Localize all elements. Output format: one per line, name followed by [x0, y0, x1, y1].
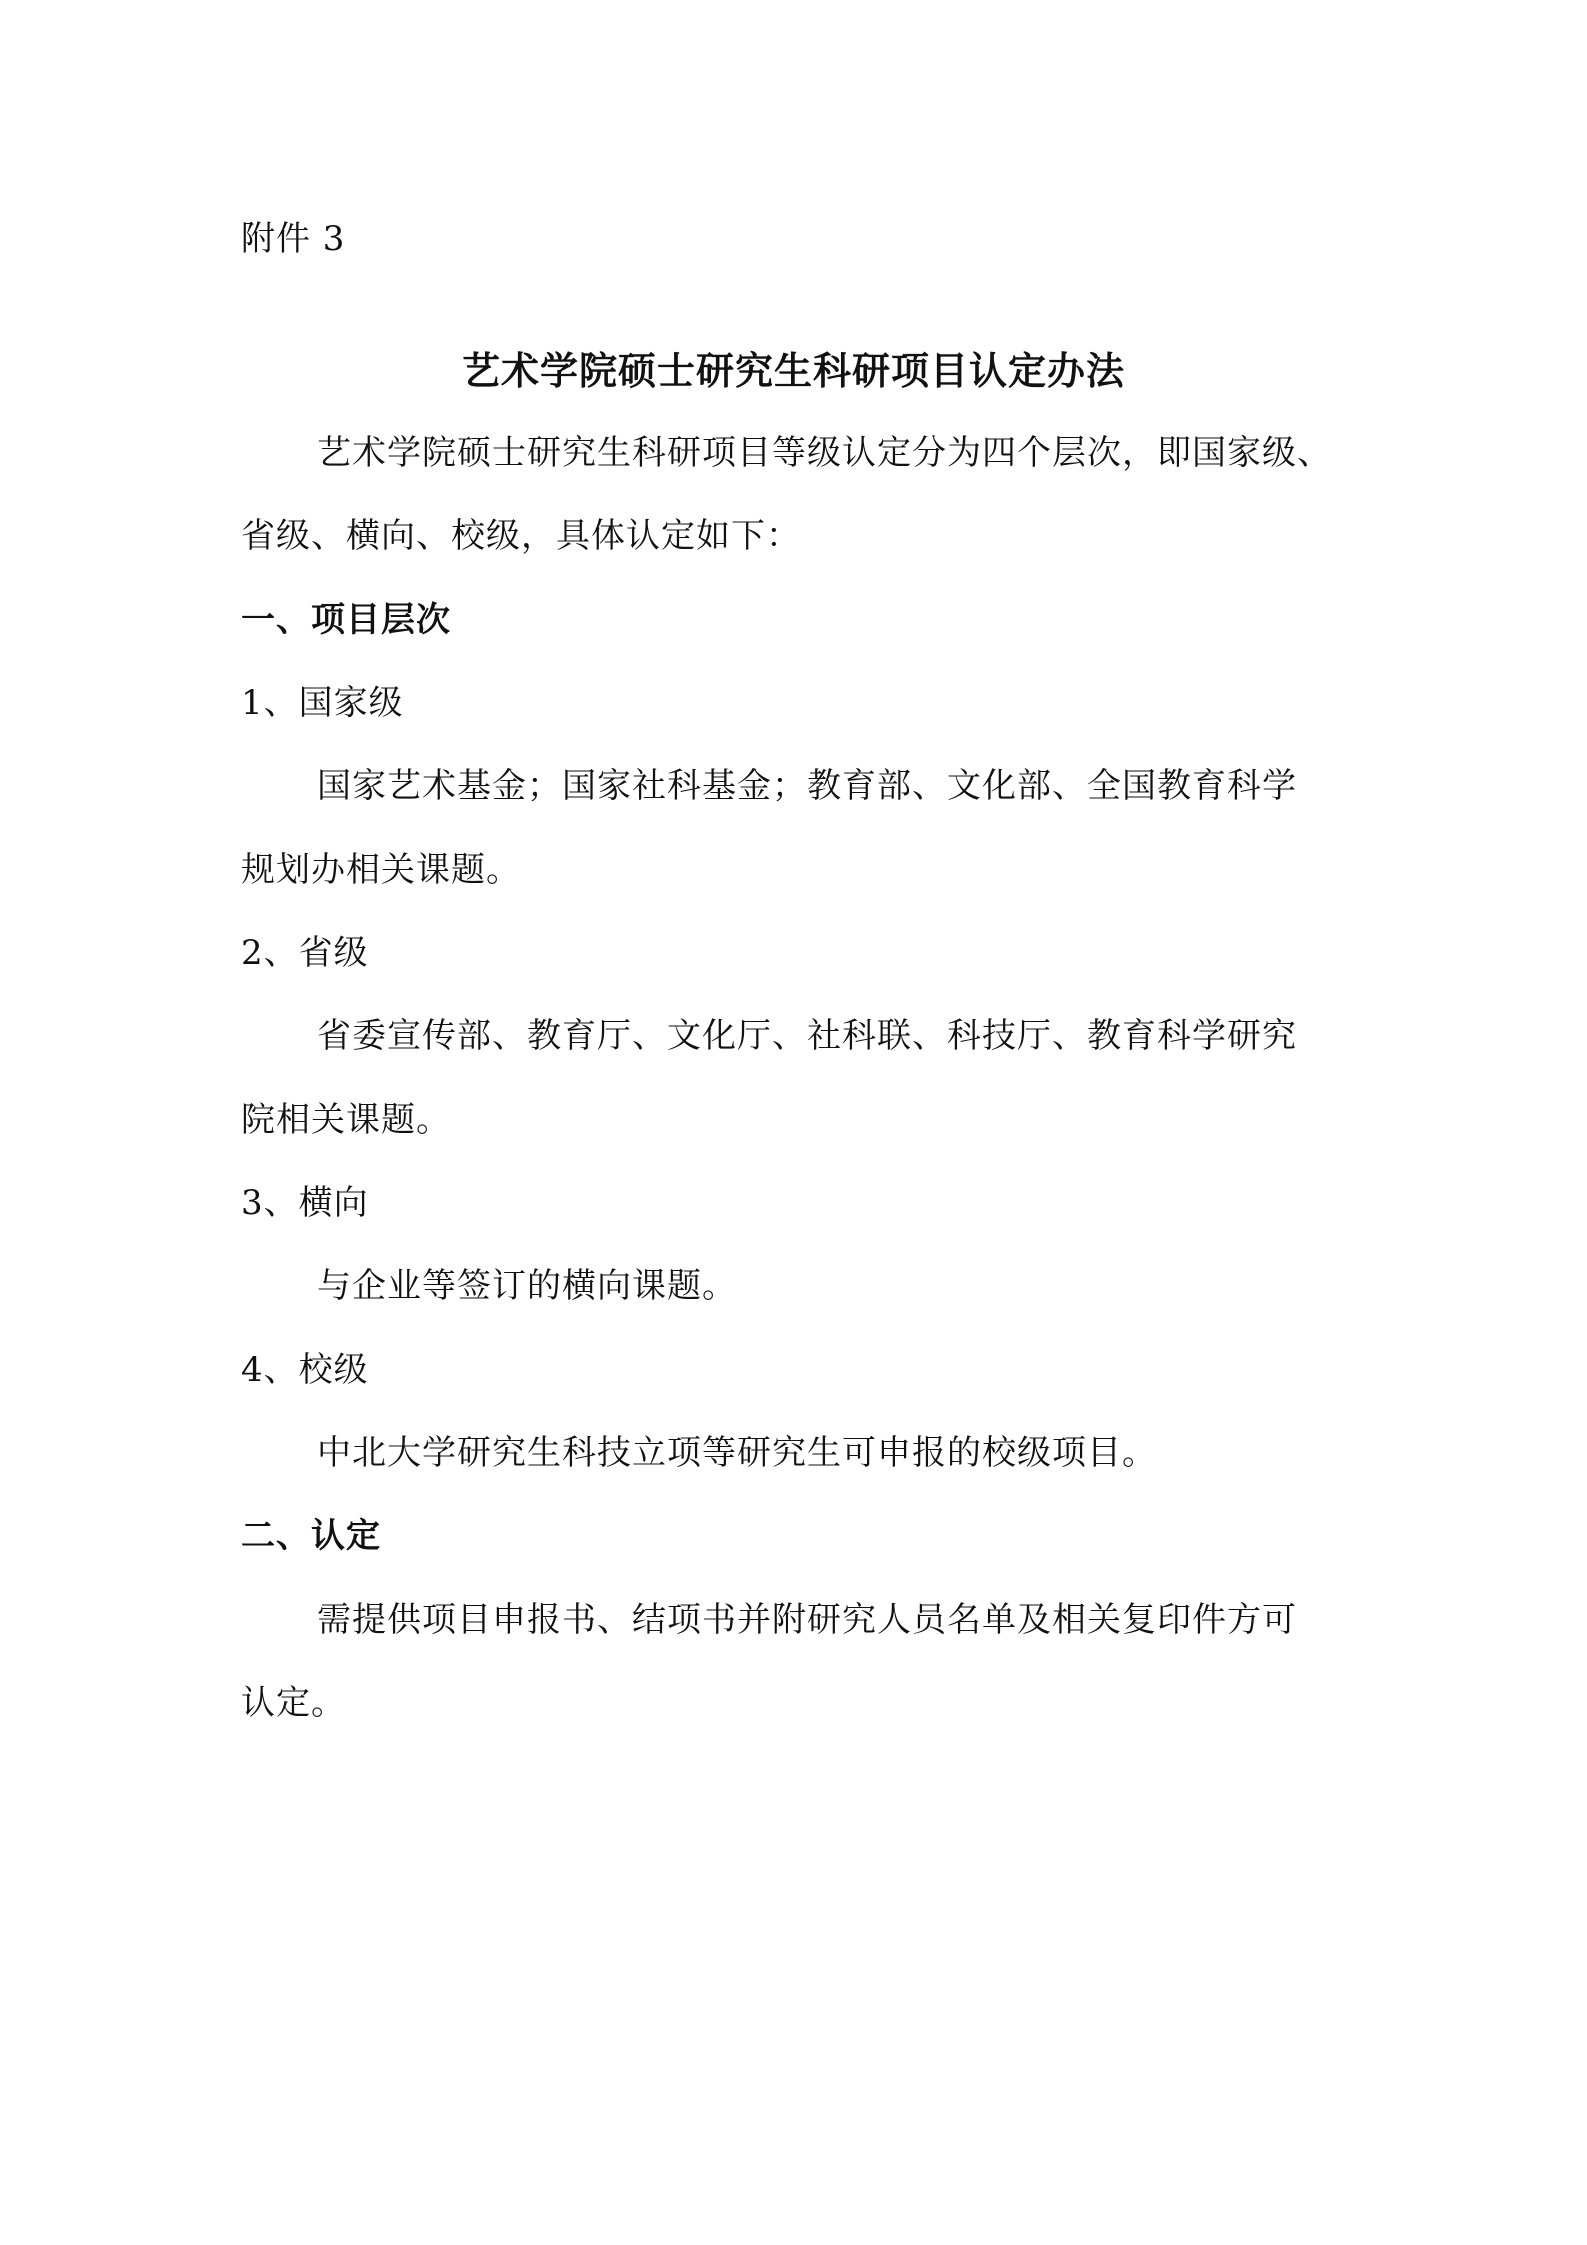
item-provincial-text-1: 省委宣传部、教育厅、文化厅、社科联、科技厅、教育科学研究 — [317, 1016, 1297, 1056]
document-title: 艺术学院硕士研究生科研项目认定办法 — [461, 348, 1125, 393]
section2-text-2: 认定。 — [241, 1683, 346, 1723]
attachment-label: 附件 3 — [241, 219, 346, 259]
item-school-label: 4、校级 — [241, 1350, 369, 1390]
item-horizontal-label: 3、横向 — [241, 1183, 369, 1223]
intro-line-2: 省级、横向、校级，具体认定如下： — [241, 516, 801, 556]
item-national-text-1: 国家艺术基金；国家社科基金；教育部、文化部、全国教育科学 — [317, 766, 1297, 806]
item-national-label: 1、国家级 — [241, 683, 404, 723]
item-provincial-label: 2、省级 — [241, 933, 369, 973]
item-national-text-2: 规划办相关课题。 — [241, 850, 521, 890]
item-school-text-1: 中北大学研究生科技立项等研究生可申报的校级项目。 — [317, 1433, 1157, 1473]
section2-text-1: 需提供项目申报书、结项书并附研究人员名单及相关复印件方可 — [317, 1600, 1297, 1640]
section1-heading: 一、项目层次 — [241, 600, 451, 640]
item-provincial-text-2: 院相关课题。 — [241, 1100, 451, 1140]
intro-line-1: 艺术学院硕士研究生科研项目等级认定分为四个层次，即国家级、 — [317, 433, 1332, 473]
section2-heading: 二、认定 — [241, 1516, 381, 1556]
item-horizontal-text-1: 与企业等签订的横向课题。 — [317, 1266, 737, 1306]
